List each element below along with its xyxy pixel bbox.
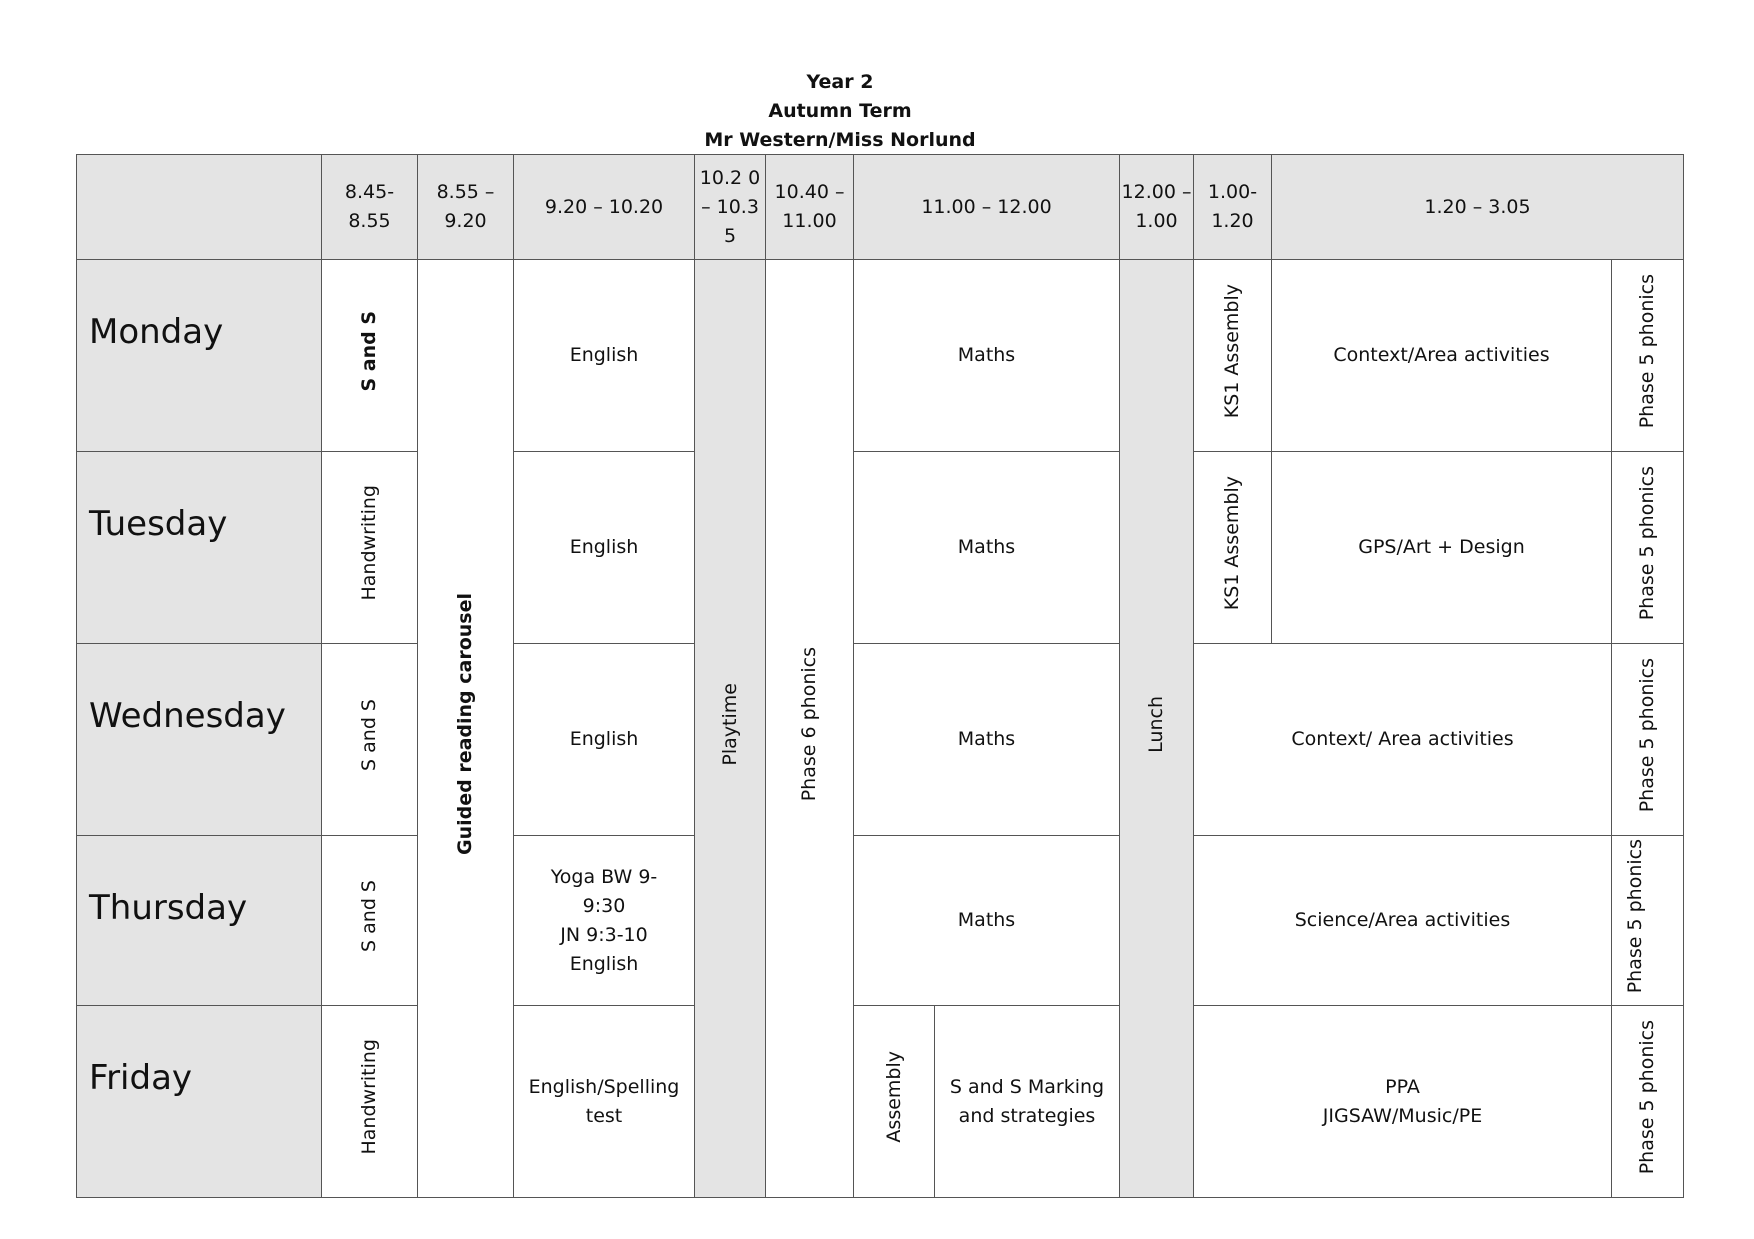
day-label: Friday (89, 1058, 193, 1098)
day-friday (77, 1006, 322, 1198)
cell-text: Phase 5 phonics (1636, 273, 1658, 429)
cell-english-thursday: Yoga BW 9- 9:30 JN 9:3-10 English (514, 836, 695, 1006)
day-label: Monday (89, 312, 224, 352)
title-teachers: Mr Western/Miss Norlund (704, 129, 976, 151)
cell-guided-reading (418, 260, 514, 1198)
cell-maths-tuesday: Maths (854, 452, 1120, 644)
cell-text: Guided reading carousel (454, 592, 476, 855)
title-term: Autumn Term (768, 100, 912, 122)
cell-afternoon-tuesday: GPS/Art + Design (1272, 452, 1612, 644)
cell-english-wednesday: English (514, 644, 695, 836)
header-time-5: 10.40 – 11.00 (766, 155, 854, 260)
header-time-4: 10.2 0 – 10.3 5 (695, 155, 766, 260)
cell-text: KS1 Assembly (1221, 283, 1243, 419)
cell-text: Playtime (718, 682, 741, 766)
header-corner (77, 155, 322, 260)
cell-text: Phase 5 phonics (1636, 465, 1658, 621)
day-monday (77, 260, 322, 452)
cell-text: S and S (358, 880, 380, 952)
cell-ks1-assembly-tuesday (1194, 452, 1272, 644)
cell-maths-monday: Maths (854, 260, 1120, 452)
cell-phase5-wednesday (1612, 644, 1684, 836)
cell-english-friday: English/Spelling test (514, 1006, 695, 1198)
header-time-3: 9.20 – 10.20 (514, 155, 695, 260)
cell-text: S and S (358, 699, 380, 771)
cell-text: Phase 5 phonics (1636, 1019, 1658, 1175)
cell-text: Handwriting (358, 485, 380, 601)
cell-text: KS1 Assembly (1221, 475, 1243, 611)
cell-phase5-monday (1612, 260, 1684, 452)
cell-english-monday: English (514, 260, 695, 452)
day-label: Tuesday (89, 504, 228, 544)
cell-phase5-friday (1612, 1006, 1684, 1198)
day-thursday (77, 836, 322, 1006)
cell-text: Phase 5 phonics (1636, 657, 1658, 813)
cell-text: Handwriting (358, 1039, 380, 1155)
header-time-2: 8.55 – 9.20 (418, 155, 514, 260)
cell-ks1-assembly-monday (1194, 260, 1272, 452)
cell-marking-friday: S and S Marking and strategies (935, 1006, 1120, 1198)
header-time-6: 11.00 – 12.00 (854, 155, 1120, 260)
cell-assembly-friday (854, 1006, 935, 1198)
cell-early-thursday (322, 836, 418, 1006)
timetable (76, 154, 1684, 1198)
cell-early-wednesday (322, 644, 418, 836)
cell-early-friday (322, 1006, 418, 1198)
header-time-9: 1.20 – 3.05 (1272, 155, 1684, 260)
cell-english-tuesday: English (514, 452, 695, 644)
header-time-1: 8.45- 8.55 (322, 155, 418, 260)
day-tuesday (77, 452, 322, 644)
day-wednesday (77, 644, 322, 836)
cell-playtime (695, 260, 766, 1198)
cell-maths-wednesday: Maths (854, 644, 1120, 836)
header-time-8: 1.00- 1.20 (1194, 155, 1272, 260)
cell-early-monday (322, 260, 418, 452)
title-year: Year 2 (806, 71, 874, 93)
cell-text: Phase 5 phonics (1623, 838, 1646, 994)
cell-afternoon-friday: PPA JIGSAW/Music/PE (1194, 1006, 1612, 1198)
cell-phase6-phonics (766, 260, 854, 1198)
header-time-7: 12.00 – 1.00 (1120, 155, 1194, 260)
cell-afternoon-monday: Context/Area activities (1272, 260, 1612, 452)
day-label: Wednesday (89, 696, 286, 736)
cell-afternoon-thursday: Science/Area activities (1194, 836, 1612, 1006)
cell-text: Assembly (882, 1051, 905, 1143)
cell-phase5-tuesday (1612, 452, 1684, 644)
cell-maths-thursday: Maths (854, 836, 1120, 1006)
cell-text: Lunch (1145, 695, 1167, 753)
cell-text: S and S (358, 310, 380, 392)
cell-phase5-thursday (1612, 836, 1684, 1006)
cell-text: Phase 6 phonics (798, 646, 820, 802)
cell-early-tuesday (322, 452, 418, 644)
day-label: Thursday (89, 888, 248, 928)
cell-lunch (1120, 260, 1194, 1198)
timetable-title (0, 68, 1680, 155)
cell-afternoon-wednesday: Context/ Area activities (1194, 644, 1612, 836)
